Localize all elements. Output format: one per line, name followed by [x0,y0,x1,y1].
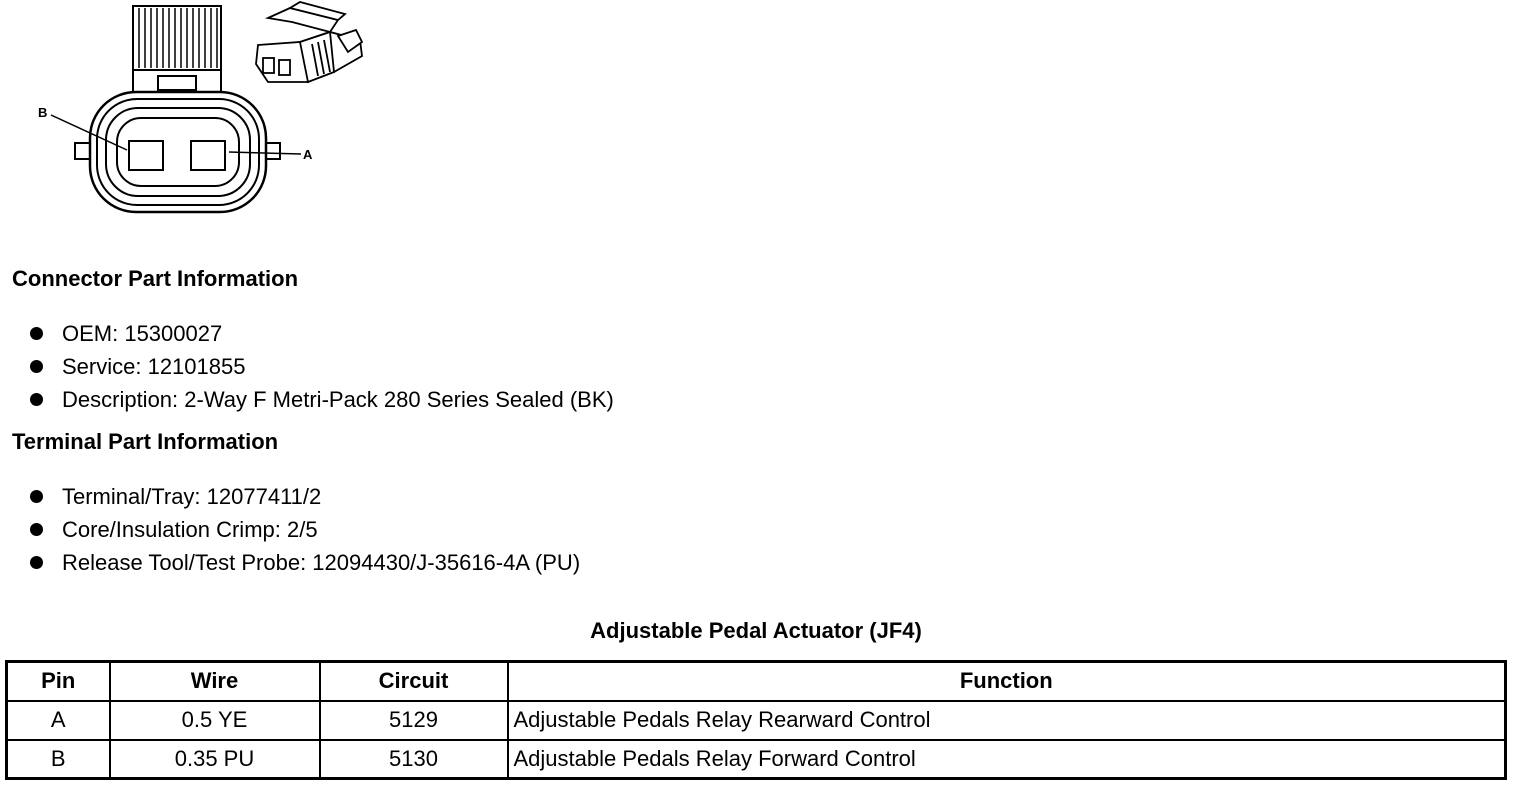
wire-column-header: Wire [110,662,320,701]
table-title: Adjustable Pedal Actuator (JF4) [590,618,922,643]
connector-isometric-graphic [256,2,362,82]
pin-a-label: A [303,147,313,162]
pinout-table [5,660,1507,780]
terminal-part-info-list [0,480,580,579]
list-item: Terminal/Tray: 12077411/2 [0,480,580,513]
pin-b-label: B [38,105,48,120]
bullet-icon [30,393,43,406]
connector-part-info-list [0,317,614,416]
list-item: OEM: 15300027 [0,317,614,350]
bullet-icon [30,556,43,569]
function-cell: Adjustable Pedals Relay Forward Control [508,740,1506,779]
function-column-header: Function [508,662,1506,701]
pin-cell: A [7,701,110,740]
bullet-icon [30,490,43,503]
terminal-part-info-heading: Terminal Part Information [12,429,279,454]
table-header-row [7,662,1506,701]
table-row [7,740,1506,779]
wire-cell: 0.35 PU [110,740,320,779]
bullet-icon [30,327,43,340]
circuit-cell: 5129 [320,701,508,740]
connector-part-info-heading: Connector Part Information [12,266,299,291]
list-item: Description: 2-Way F Metri-Pack 280 Series Sealed (BK) [0,383,614,416]
function-cell: Adjustable Pedals Relay Rearward Control [508,701,1506,740]
list-item: Core/Insulation Crimp: 2/5 [0,513,580,546]
bullet-icon [30,360,43,373]
circuit-cell: 5130 [320,740,508,779]
wire-cell: 0.5 YE [110,701,320,740]
table-row [7,701,1506,740]
list-item: Service: 12101855 [0,350,614,383]
locking-tab-graphic [133,6,221,94]
connector-face-diagram [0,0,380,225]
pin-cell: B [7,740,110,779]
list-item: Release Tool/Test Probe: 12094430/J-35616-4A (PU) [0,546,580,579]
circuit-column-header: Circuit [320,662,508,701]
bullet-icon [30,523,43,536]
pin-column-header: Pin [7,662,110,701]
